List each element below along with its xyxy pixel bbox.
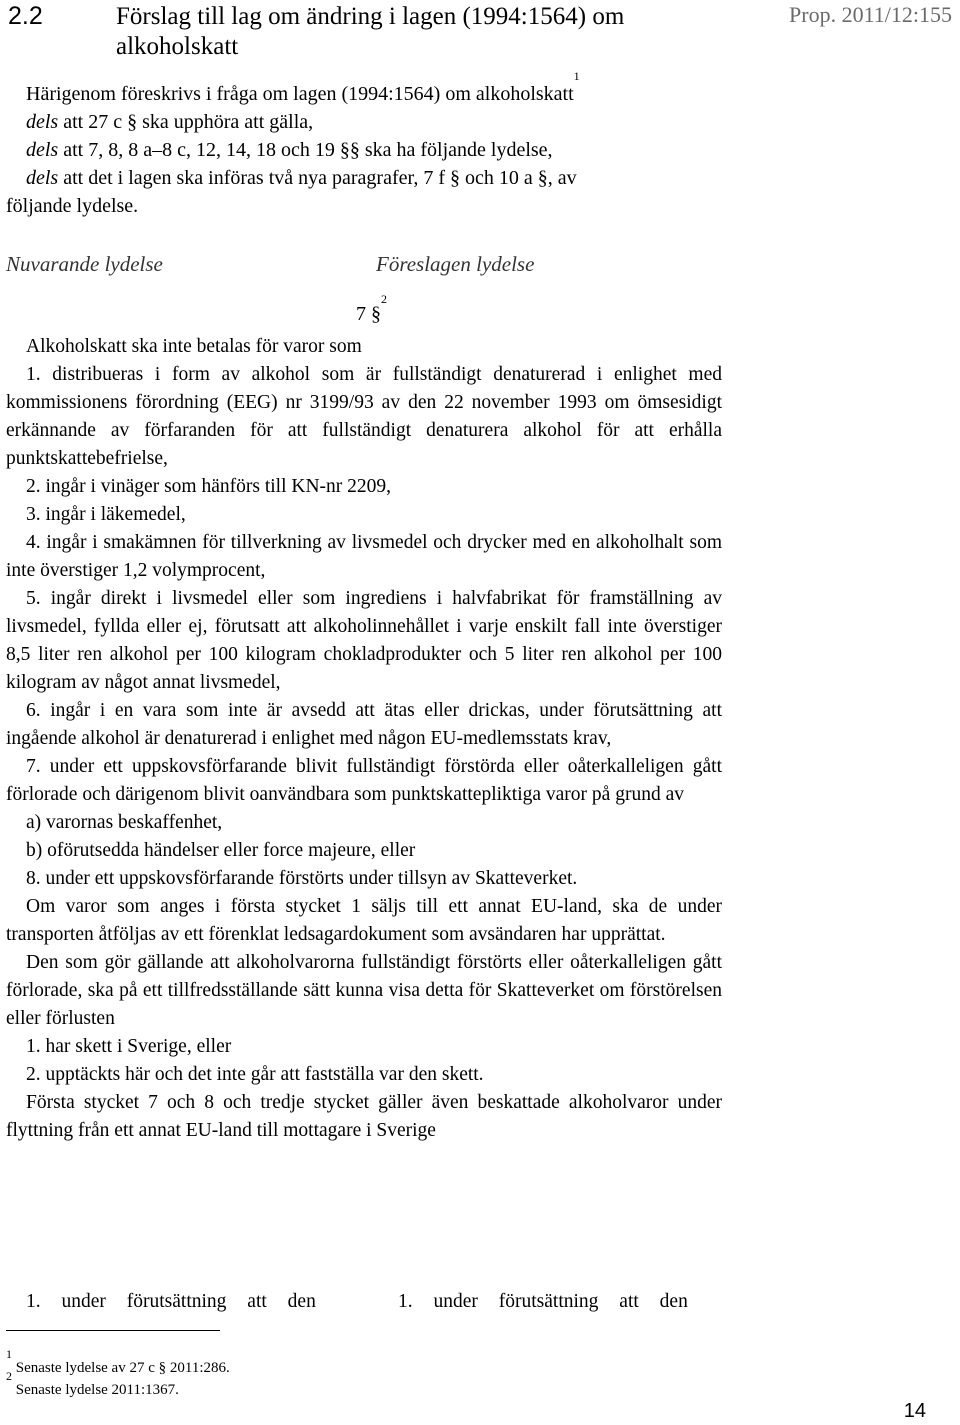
list-item: 2. ingår i vinäger som hänförs till KN-nr 2209, <box>26 476 392 497</box>
body-paragraph: Den som gör gällande att alkoholvarorna fullständigt förstörts eller oåterkalleligen gått förlorade, ska på ett tillfredsställande sätt kunna visa detta för Skatteverket om förstörelsen eller förlusten <box>6 952 722 1029</box>
list-item: 3. ingår i läkemedel, <box>26 504 186 525</box>
enactment-line-4: att det i lagen ska införas två nya paragrafer, 7 f § och 10 a §, av <box>58 167 577 189</box>
enactment-line-1: Härigenom föreskrivs i fråga om lagen (1994:1564) om alkoholskatt <box>26 83 574 105</box>
list-item: 5. ingår direkt i livsmedel eller som ingrediens i halvfabrikat för framställning av livsmedel, fyllda eller ej, förutsatt att alkoholinnehållet i varje enskilt fall inte överstiger 8,5 liter ren alkohol per 100 kilogram chokladprodukter och 5 liter ren alkohol per 100 kilogram av något annat livsmedel, <box>6 588 722 693</box>
list-item: 8. under ett uppskovsförfarande förstörts under tillsyn av Skatteverket. <box>26 868 578 889</box>
list-item: 4. ingår i smakämnen för tillverkning av livsmedel och drycker med en alkoholhalt som inte överstiger 1,2 volymprocent, <box>6 532 722 581</box>
dels-label: dels <box>26 111 59 133</box>
section-number: 2.2 <box>8 2 43 30</box>
section-title: Förslag till lag om ändring i lagen (1994:1564) om alkoholskatt <box>116 3 625 60</box>
proposed-wording-heading: Föreslagen lydelse <box>376 252 535 276</box>
list-item: 6. ingår i en vara som inte är avsedd att ätas eller drickas, under förutsättning att ingående alkohol är denaturerad i enlighet med någon EU-medlemsstats krav, <box>6 700 722 749</box>
list-item: 7. under ett uppskovsförfarande blivit fullständigt förstörda eller oåterkalleligen gått förlorade och därigenom blivit oanvändbara som punktskattepliktiga varor på grund av <box>6 756 722 805</box>
current-wording-text: 1. under förutsättning att den <box>26 1291 316 1312</box>
proposed-wording-text: 1. under förutsättning att den <box>398 1291 688 1312</box>
body-paragraph: Första stycket 7 och 8 och tredje stycket gäller även beskattade alkoholvaror under flyttning från ett annat EU-land till mottagare i Sverige <box>6 1092 722 1141</box>
enactment-line-3: att 7, 8, 8 a–8 c, 12, 14, 18 och 19 §§ ska ha följande lydelse, <box>58 139 553 161</box>
enactment-line-2: att 27 c § ska upphöra att gälla, <box>58 111 314 133</box>
proposition-reference: Prop. 2011/12:155 <box>789 2 952 27</box>
sub-list-item: b) oförutsedda händelser eller force majeure, eller <box>26 840 416 861</box>
body-paragraph: Om varor som anges i första stycket 1 säljs till ett annat EU-land, ska de under transporten åtföljas av ett förenklat ledsagardokument som avsändaren har upprättat. <box>6 896 722 945</box>
page-number: 14 <box>903 1400 926 1422</box>
current-wording-heading: Nuvarande lydelse <box>6 252 163 276</box>
footnote-ref-1: 1 <box>573 69 580 83</box>
dels-label: dels <box>26 167 59 189</box>
footnote: $^2$ Senaste lydelse 2011:1367. <box>6 1369 179 1398</box>
list-item: 1. har skett i Sverige, eller <box>26 1036 232 1057</box>
footnote-ref-2: 2 <box>381 292 387 306</box>
dels-label: dels <box>26 139 59 161</box>
list-item: 2. upptäckts här och det inte går att fastställa var den skett. <box>26 1064 484 1085</box>
enactment-line-5: följande lydelse. <box>6 195 139 217</box>
list-item: 1. distribueras i form av alkohol som är fullständigt denaturerad i enlighet med kommissionens förordning (EEG) nr 3199/93 av den 22 november 1993 om ömsesidigt erkännande av förfaranden för att fullständigt denaturera alkohol för att erhålla punktskattebefrielse, <box>6 364 722 469</box>
footnote-divider <box>6 1330 220 1331</box>
sub-list-item: a) varornas beskaffenhet, <box>26 812 223 833</box>
footnote: $^1$ Senaste lydelse av 27 c § 2011:286. <box>6 1347 230 1376</box>
body-intro: Alkoholskatt ska inte betalas för varor som <box>26 336 362 357</box>
paragraph-body <box>6 333 722 1145</box>
paragraph-number: 7 §$^2$ <box>356 292 387 325</box>
enactment-clause <box>6 69 722 220</box>
